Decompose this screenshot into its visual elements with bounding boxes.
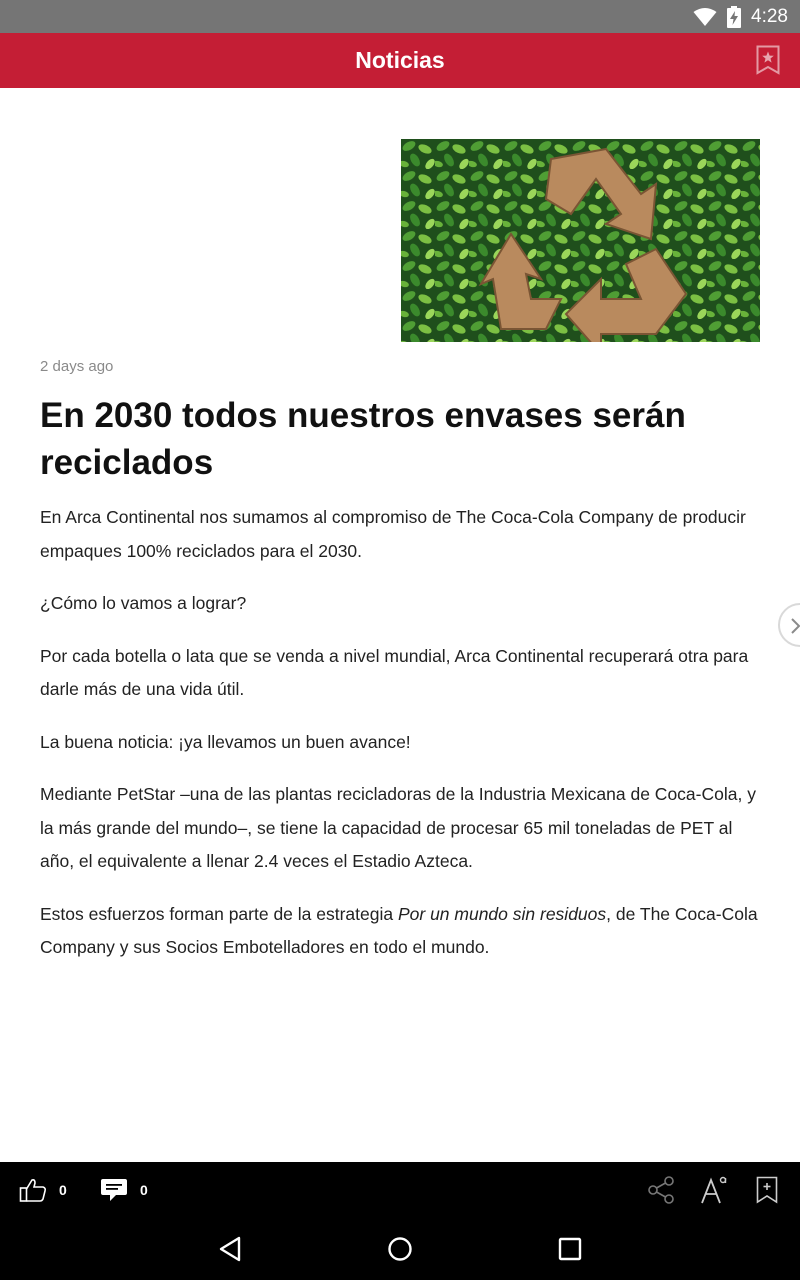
paragraph-text: , de The Coca-Cola Company y sus Socios Embotelladores en todo el mundo. <box>40 903 758 957</box>
article-paragraph-last <box>40 898 762 965</box>
status-icons <box>693 0 788 33</box>
next-article-button[interactable] <box>778 603 800 647</box>
share-button[interactable] <box>646 1162 676 1218</box>
comment-icon <box>100 1177 128 1203</box>
action-bar <box>0 1162 800 1218</box>
bookmark-star-icon[interactable] <box>756 45 780 75</box>
like-button[interactable] <box>19 1162 67 1218</box>
article-paragraph: Mediante PetStar –una de las plantas recicladoras de la Industria Mexicana de Coca-Cola, y la más grande del mundo–, se tiene la capacidad de procesar 65 mil toneladas de PET al año, el equivalente a llenar 2.4 veces el Estadio Azteca. <box>40 784 756 871</box>
navigation-bar <box>0 1218 800 1280</box>
app-title: Noticias <box>355 47 445 73</box>
comment-button[interactable] <box>100 1162 148 1218</box>
bookmark-add-icon <box>756 1176 778 1204</box>
article-body <box>40 501 762 984</box>
article-paragraph: Por cada botella o lata que se venda a nivel mundial, Arca Continental recuperará otra para darle más de una vida útil. <box>40 645 749 699</box>
wifi-icon <box>693 7 717 27</box>
chevron-right-icon <box>789 617 800 635</box>
paragraph-text: Estos esfuerzos forman parte de la estrategia <box>40 903 398 924</box>
battery-charging-icon <box>727 6 741 28</box>
article-paragraph: La buena noticia: ¡ya llevamos un buen avance! <box>40 731 411 752</box>
status-time: 4:28 <box>751 5 788 27</box>
article-title: En 2030 todos nuestros envases serán reciclados <box>40 396 686 482</box>
back-icon[interactable] <box>216 1234 246 1264</box>
home-icon[interactable] <box>385 1234 415 1264</box>
like-count: 0 <box>59 1182 67 1198</box>
article-image <box>401 139 760 342</box>
thumbs-up-icon <box>19 1177 47 1203</box>
comment-count: 0 <box>140 1182 148 1198</box>
article-paragraph: ¿Cómo lo vamos a lograr? <box>40 593 247 613</box>
status-bar <box>0 0 800 33</box>
app-bar <box>0 33 800 88</box>
strategy-name: Por un mundo sin residuos <box>397 903 607 924</box>
share-icon <box>646 1175 676 1205</box>
bookmark-add-button[interactable] <box>756 1162 778 1218</box>
recents-icon[interactable] <box>555 1234 585 1264</box>
text-size-button[interactable] <box>700 1162 728 1218</box>
text-size-icon <box>700 1175 728 1205</box>
article-paragraph: En Arca Continental nos sumamos al compromiso de The Coca-Cola Company de producir empaques 100% reciclados para el 2030. <box>40 507 746 561</box>
article-date: 2 days ago <box>40 358 114 375</box>
